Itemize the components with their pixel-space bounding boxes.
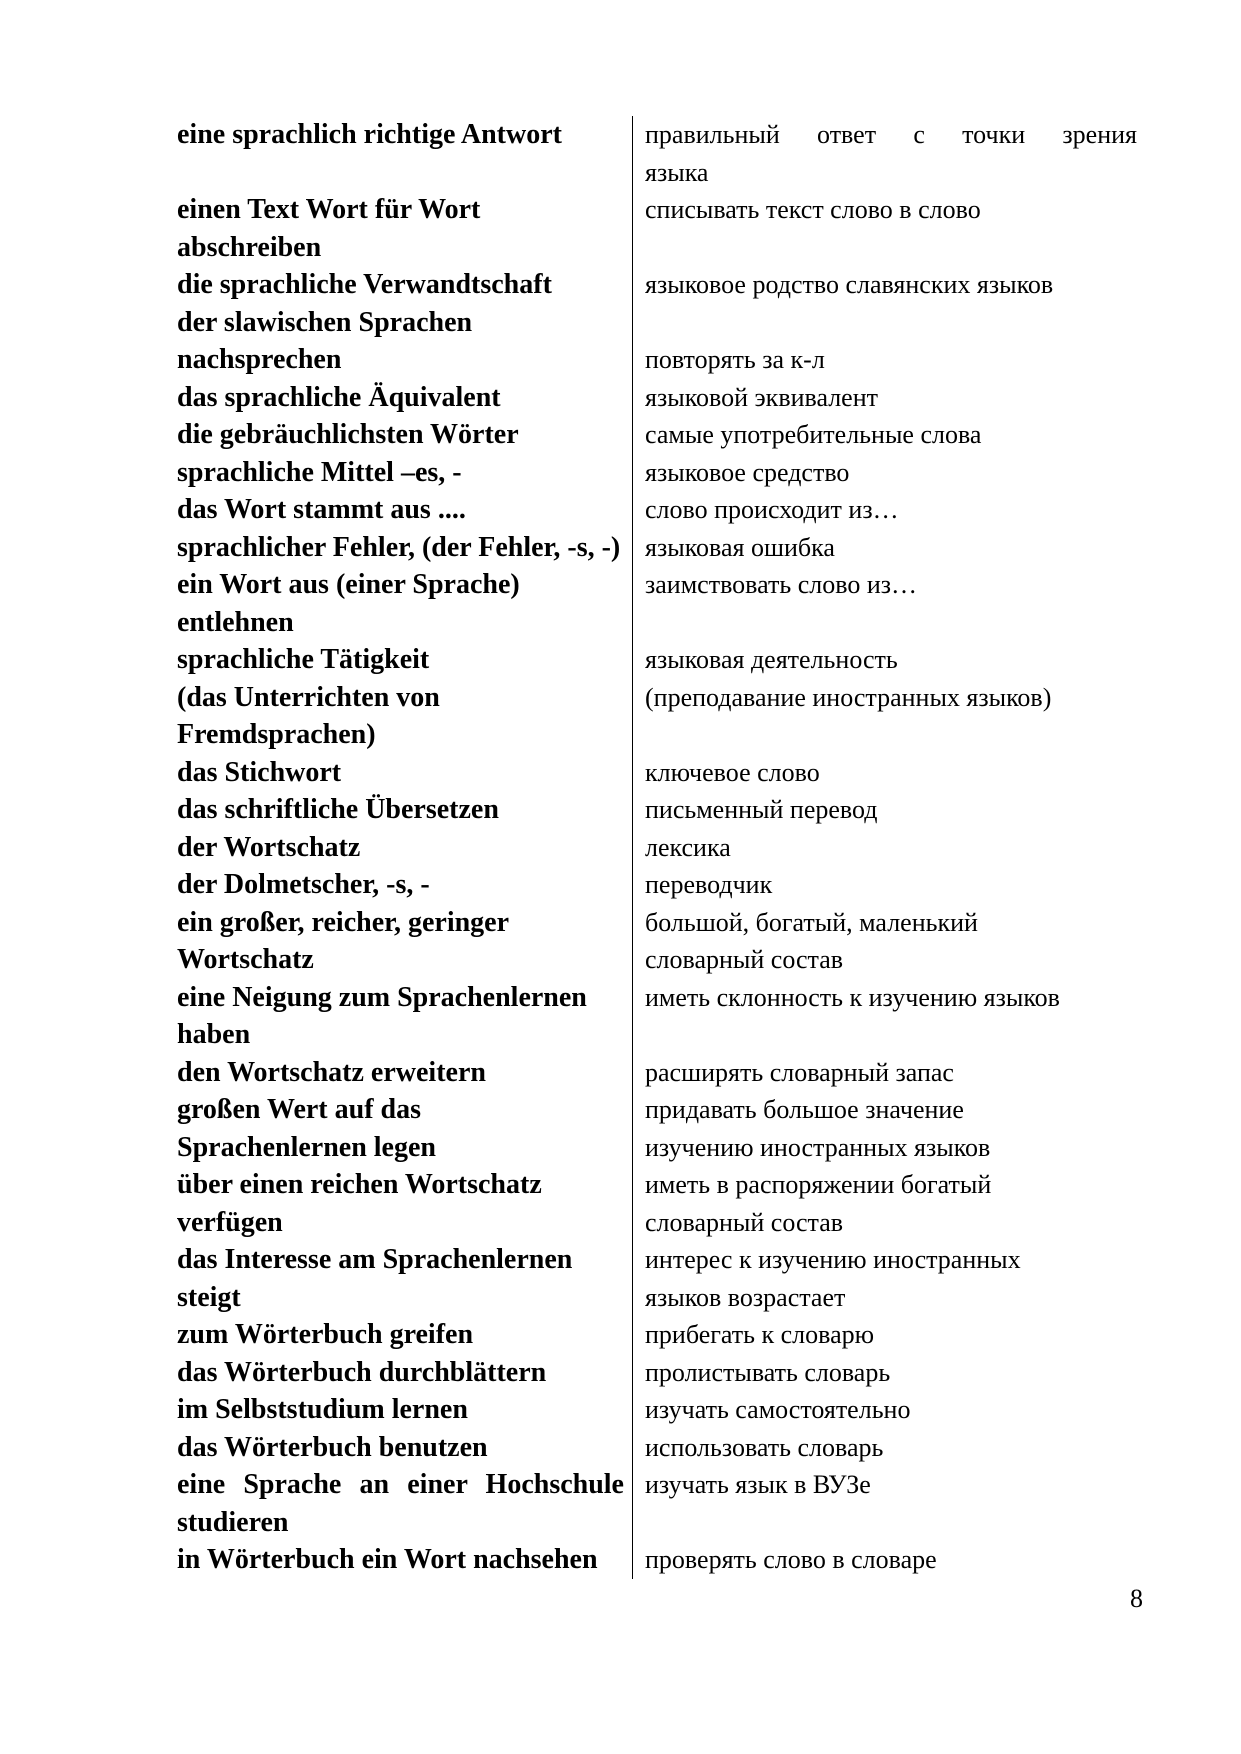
russian-translation-line: (преподавание иностранных языков)	[645, 682, 1052, 712]
german-term-line: ein Wort aus (einer Sprache)	[177, 569, 520, 600]
german-term	[177, 1091, 633, 1166]
german-term-line: der slawischen Sprachen	[177, 306, 473, 338]
german-term-line: abschreiben	[177, 231, 322, 263]
german-term-line: (das Unterrichten von	[177, 681, 440, 713]
russian-translation-line: словарный состав	[645, 1207, 844, 1237]
german-term	[177, 641, 633, 754]
german-term-line: sprachlicher Fehler, (der Fehler, -s, -)	[177, 531, 621, 563]
german-term-line: einen Text Wort für Wort	[177, 194, 481, 225]
german-term-line: die sprachliche Verwandtschaft	[177, 269, 552, 300]
german-term	[177, 1466, 633, 1541]
german-term-line: die gebräuchlichsten Wörter	[177, 419, 519, 450]
german-term-line: der Wortschatz	[177, 831, 361, 863]
russian-translation	[633, 1354, 1137, 1392]
german-term	[177, 829, 633, 867]
russian-translation	[633, 379, 1137, 417]
german-term-line: das Wörterbuch durchblättern	[177, 1356, 547, 1388]
vocab-row	[177, 866, 1137, 904]
russian-translation	[633, 266, 1137, 341]
russian-translation-line: заимствовать слово из…	[645, 570, 917, 599]
vocab-row	[177, 566, 1137, 641]
vocab-row	[177, 1541, 1137, 1579]
russian-translation	[633, 1316, 1137, 1354]
german-term-line: großen Wert auf das	[177, 1094, 421, 1125]
vocab-row	[177, 904, 1137, 979]
russian-translation-line	[645, 229, 1137, 267]
german-term-line: das Stichwort	[177, 756, 342, 788]
russian-translation	[633, 1241, 1137, 1316]
german-term	[177, 1541, 633, 1579]
russian-translation-line: прибегать к словарю	[645, 1320, 875, 1349]
german-term	[177, 566, 633, 641]
russian-translation-line: пролистывать словарь	[645, 1357, 891, 1387]
russian-translation-line: лексика	[645, 832, 731, 862]
russian-translation-line: проверять слово в словаре	[645, 1545, 937, 1574]
german-term-line: eine Sprache an einer Hochschule	[177, 1469, 624, 1500]
russian-translation-line: правильный ответ с точки зрения	[645, 120, 1137, 149]
russian-translation-line: языковое средство	[645, 457, 850, 487]
german-term	[177, 1241, 633, 1316]
russian-translation-line: слово происходит из…	[645, 495, 899, 524]
german-term-line: eine sprachlich richtige Antwort	[177, 119, 562, 150]
german-term	[177, 1429, 633, 1467]
russian-translation	[633, 904, 1137, 979]
vocabulary-table	[177, 116, 1137, 1579]
russian-translation	[633, 1054, 1137, 1092]
vocab-row	[177, 191, 1137, 266]
russian-translation-line: иметь склонность к изучению языков	[645, 982, 1060, 1012]
german-term-line: das Interesse am Sprachenlernen	[177, 1244, 573, 1275]
vocab-row	[177, 641, 1137, 754]
vocab-row	[177, 1241, 1137, 1316]
russian-translation-line: переводчик	[645, 870, 773, 899]
russian-translation-line: интерес к изучению иностранных	[645, 1245, 1021, 1274]
russian-translation-line	[645, 604, 1137, 642]
german-term-line: über einen reichen Wortschatz	[177, 1169, 542, 1200]
russian-translation-line: изучению иностранных языков	[645, 1132, 991, 1162]
german-term	[177, 1391, 633, 1429]
vocab-row	[177, 754, 1137, 792]
russian-translation-line: словарный состав	[645, 945, 844, 974]
vocab-row	[177, 1091, 1137, 1166]
german-term-line: entlehnen	[177, 606, 294, 638]
russian-translation	[633, 979, 1137, 1054]
german-term-line: in Wörterbuch ein Wort nachsehen	[177, 1544, 598, 1575]
vocab-row	[177, 1054, 1137, 1092]
russian-translation-line: языка	[645, 157, 709, 187]
russian-translation-line	[645, 1016, 1137, 1054]
russian-translation	[633, 791, 1137, 829]
russian-translation	[633, 191, 1137, 266]
german-term	[177, 1166, 633, 1241]
russian-translation	[633, 1541, 1137, 1579]
german-term	[177, 379, 633, 417]
german-term-line: ein großer, reicher, geringer	[177, 906, 510, 938]
vocab-row	[177, 116, 1137, 191]
german-term	[177, 416, 633, 454]
russian-translation	[633, 491, 1137, 529]
russian-translation-line: использовать словарь	[645, 1432, 884, 1462]
german-term	[177, 341, 633, 379]
german-term-line: steigt	[177, 1281, 241, 1313]
russian-translation	[633, 566, 1137, 641]
german-term	[177, 491, 633, 529]
german-term-line: sprachliche Tätigkeit	[177, 644, 430, 675]
russian-translation-line: изучать самостоятельно	[645, 1395, 911, 1424]
russian-translation-line: расширять словарный запас	[645, 1057, 954, 1087]
russian-translation	[633, 1091, 1137, 1166]
russian-translation-line: большой, богатый, маленький	[645, 907, 978, 937]
german-term-line: das sprachliche Äquivalent	[177, 381, 501, 413]
russian-translation	[633, 866, 1137, 904]
german-term-line: zum Wörterbuch greifen	[177, 1319, 474, 1350]
german-term	[177, 979, 633, 1054]
russian-translation-line	[645, 1504, 1137, 1542]
german-term	[177, 266, 633, 341]
vocab-row	[177, 454, 1137, 492]
german-term-line: Sprachenlernen legen	[177, 1131, 436, 1163]
russian-translation	[633, 1429, 1137, 1467]
russian-translation-line: языковая деятельность	[645, 645, 898, 674]
vocab-row	[177, 1166, 1137, 1241]
german-term	[177, 1354, 633, 1392]
russian-translation-line: придавать большое значение	[645, 1095, 964, 1124]
russian-translation	[633, 416, 1137, 454]
vocab-row	[177, 1391, 1137, 1429]
russian-translation-line: языков возрастает	[645, 1282, 846, 1312]
german-term	[177, 1054, 633, 1092]
russian-translation-line: языковой эквивалент	[645, 382, 878, 412]
german-term-line: im Selbststudium lernen	[177, 1394, 468, 1425]
german-term	[177, 904, 633, 979]
vocab-row	[177, 979, 1137, 1054]
russian-translation-line: изучать язык в ВУЗе	[645, 1470, 871, 1499]
vocab-row	[177, 529, 1137, 567]
page-number: 8	[1130, 1584, 1143, 1613]
russian-translation-line: повторять за к-л	[645, 345, 825, 374]
german-term	[177, 116, 633, 191]
russian-translation-line: ключевое слово	[645, 757, 820, 787]
german-term-line: nachsprechen	[177, 344, 342, 375]
german-term-line: sprachliche Mittel –es, -	[177, 456, 462, 488]
vocab-row	[177, 379, 1137, 417]
russian-translation-line: языковая ошибка	[645, 532, 835, 562]
german-term-line: eine Neigung zum Sprachenlernen	[177, 981, 587, 1013]
german-term	[177, 866, 633, 904]
vocab-row	[177, 491, 1137, 529]
russian-translation-line	[645, 716, 1137, 754]
vocab-row	[177, 1466, 1137, 1541]
german-term	[177, 791, 633, 829]
russian-translation	[633, 641, 1137, 754]
vocab-row	[177, 266, 1137, 341]
german-term	[177, 529, 633, 567]
german-term-line: das Wort stammt aus ....	[177, 494, 466, 525]
russian-translation	[633, 116, 1137, 191]
russian-translation	[633, 529, 1137, 567]
german-term-line: haben	[177, 1019, 251, 1050]
german-term-line: verfügen	[177, 1206, 283, 1238]
german-term-line: Wortschatz	[177, 944, 314, 975]
german-term-line: das schriftliche Übersetzen	[177, 794, 499, 825]
vocab-row	[177, 1429, 1137, 1467]
russian-translation-line: самые употребительные слова	[645, 420, 982, 449]
german-term-line: der Dolmetscher, -s, -	[177, 869, 430, 900]
russian-translation	[633, 754, 1137, 792]
vocab-row	[177, 1316, 1137, 1354]
russian-translation-line	[645, 304, 1137, 342]
german-term	[177, 754, 633, 792]
german-term-line: studieren	[177, 1506, 289, 1538]
russian-translation	[633, 341, 1137, 379]
vocab-row	[177, 341, 1137, 379]
russian-translation	[633, 454, 1137, 492]
german-term-line	[177, 154, 632, 192]
german-term-line: den Wortschatz erweitern	[177, 1056, 486, 1088]
russian-translation-line: языковое родство славянских языков	[645, 270, 1054, 299]
vocab-row	[177, 416, 1137, 454]
german-term-line: das Wörterbuch benutzen	[177, 1431, 488, 1463]
russian-translation-line: списывать текст слово в слово	[645, 195, 981, 224]
russian-translation	[633, 829, 1137, 867]
vocab-row	[177, 1354, 1137, 1392]
russian-translation-line: письменный перевод	[645, 795, 878, 824]
german-term	[177, 191, 633, 266]
russian-translation-line: иметь в распоряжении богатый	[645, 1170, 992, 1199]
russian-translation	[633, 1466, 1137, 1541]
vocab-row	[177, 829, 1137, 867]
german-term	[177, 1316, 633, 1354]
german-term-line: Fremdsprachen)	[177, 719, 376, 750]
vocab-row	[177, 791, 1137, 829]
russian-translation	[633, 1391, 1137, 1429]
russian-translation	[633, 1166, 1137, 1241]
german-term	[177, 454, 633, 492]
